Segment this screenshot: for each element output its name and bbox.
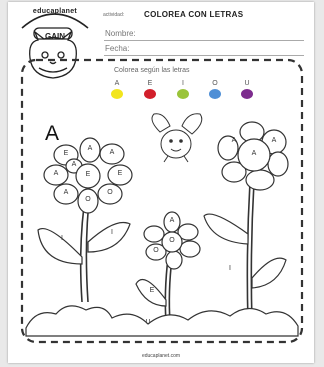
legend-swatch-green	[177, 89, 189, 99]
petal-label[interactable]: A	[71, 161, 77, 168]
leaf-label[interactable]: I	[229, 265, 231, 272]
legend-swatch-blue	[209, 89, 221, 99]
flower-middle	[136, 212, 200, 322]
worksheet-page	[8, 2, 314, 363]
legend-letter: I	[182, 80, 184, 87]
name-field-label: Nombre:	[105, 29, 136, 38]
legend-item-i	[172, 80, 194, 99]
legend-swatch-red	[144, 89, 156, 99]
petal-label[interactable]: E	[63, 150, 69, 157]
leaf-left-left	[38, 229, 82, 264]
logo-name: GAIN	[45, 32, 65, 41]
petal-label[interactable]: O	[107, 189, 113, 196]
flower-center-label[interactable]: A	[251, 150, 257, 157]
footer: educaplanet.com	[141, 353, 181, 359]
leaf-label[interactable]: I	[61, 235, 63, 242]
legend-letter: A	[114, 80, 120, 87]
legend-swatch-yellow	[111, 89, 123, 99]
legend-item-a	[106, 80, 128, 99]
flower-center-label[interactable]: O	[169, 237, 175, 244]
petal-label[interactable]: O	[85, 196, 91, 203]
legend-item-e	[139, 80, 161, 99]
date-field-label: Fecha:	[105, 44, 130, 53]
petal-label[interactable]: O	[153, 247, 159, 254]
legend-item-u	[236, 80, 258, 99]
ground-label[interactable]: U	[145, 319, 151, 326]
page-title: COLOREA CON LETRAS	[144, 10, 244, 19]
legend-swatch-purple	[241, 89, 253, 99]
petal-label[interactable]: A	[53, 170, 59, 177]
flower-center-label[interactable]: E	[85, 171, 91, 178]
flower-left	[38, 138, 132, 302]
petal-label[interactable]: A	[109, 149, 115, 156]
legend-item-o	[204, 80, 226, 99]
legend-letter: E	[147, 80, 153, 87]
color-instruction: Colorea según las letras	[114, 67, 190, 74]
logo	[16, 4, 94, 84]
annotation-letter: A	[45, 122, 60, 145]
petal-label[interactable]: A	[231, 137, 237, 144]
leaf-label[interactable]: E	[149, 287, 155, 294]
legend-letter: U	[244, 80, 250, 87]
leaf-right-left	[204, 214, 248, 244]
leaf-right-right	[252, 258, 286, 288]
petal-label[interactable]: A	[169, 217, 175, 224]
petal-label[interactable]: A	[63, 189, 69, 196]
date-field-line[interactable]	[104, 55, 304, 56]
flower-right	[204, 122, 288, 322]
butterfly-icon	[152, 114, 202, 162]
header-kicker: actividad:	[103, 12, 125, 18]
leaf-left-right	[88, 222, 130, 252]
ground-bushes	[26, 306, 298, 336]
petal-label[interactable]: E	[117, 170, 123, 177]
petal-label[interactable]: A	[87, 145, 93, 152]
leaf-label[interactable]: I	[111, 229, 113, 236]
name-field-line[interactable]	[104, 40, 304, 41]
logo-top-text: educaplanet	[32, 8, 78, 15]
legend-letter: O	[212, 80, 218, 87]
petal-label[interactable]: A	[271, 137, 277, 144]
